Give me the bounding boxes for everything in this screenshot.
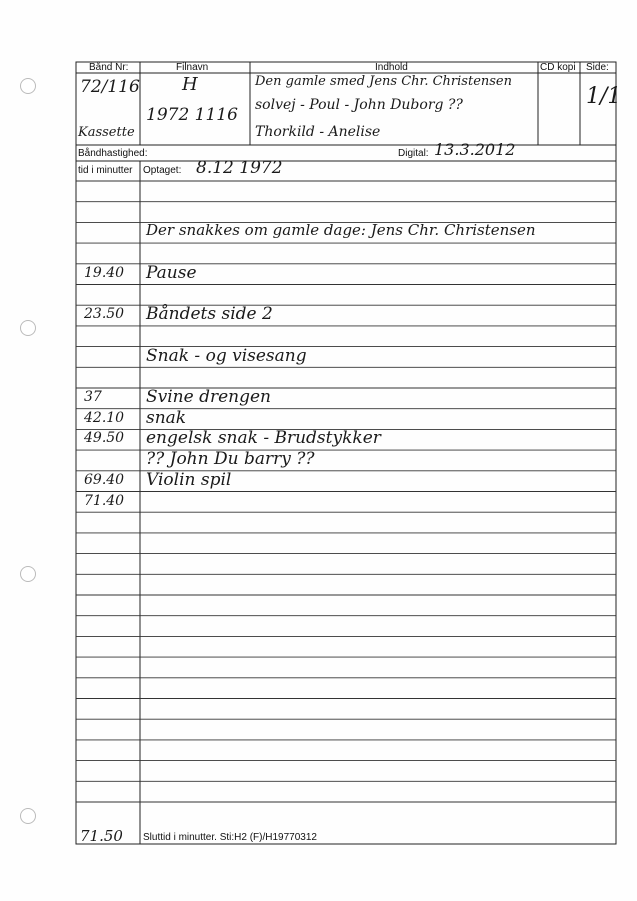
content-line-1: Den gamle smed Jens Chr. Christensen — [255, 74, 512, 89]
content-line-3: Thorkild - Anelise — [255, 124, 381, 140]
filnavn-header: Filnavn — [176, 62, 209, 73]
row-text: Pause — [146, 262, 197, 283]
row-time: 49.50 — [84, 430, 125, 447]
digital-date: 13.3.2012 — [434, 140, 516, 159]
indhold-header: Indhold — [375, 62, 408, 73]
row-time: 23.50 — [84, 306, 125, 323]
end-time: 71.50 — [80, 827, 123, 845]
row-text: Violin spil — [146, 469, 232, 490]
optaget-label: Optaget: — [143, 165, 182, 176]
bandhastighed-label: Båndhastighed: — [78, 148, 148, 159]
row-time: 71.40 — [84, 492, 125, 509]
side-value: 1/1 — [586, 84, 622, 109]
tid-label: tid i minutter — [78, 165, 133, 176]
band-type: Kassette — [78, 125, 135, 140]
content-line-2: solvej - Poul - John Duborg ?? — [255, 97, 463, 113]
row-time: 37 — [84, 389, 102, 405]
file-letter: H — [182, 74, 198, 95]
side-header: Side: — [586, 62, 609, 73]
row-time: 42.10 — [84, 409, 125, 426]
row-text: engelsk snak - Brudstykker — [146, 428, 381, 449]
cd-kopi-header: CD kopi — [540, 62, 576, 73]
row-time: 19.40 — [84, 264, 125, 281]
digital-label: Digital: — [398, 148, 429, 159]
row-text: Snak - og visesang — [146, 345, 307, 366]
band-nr-header: Bånd Nr: — [89, 62, 129, 73]
row-text: Båndets side 2 — [146, 304, 273, 325]
file-number: 1972 1116 — [146, 105, 238, 125]
row-text: Svine drengen — [146, 387, 272, 407]
row-time: 69.40 — [84, 471, 125, 488]
row-text: Der snakkes om gamle dage: Jens Chr. Christensen — [146, 221, 536, 240]
band-number: 72/116 — [80, 77, 140, 97]
row-text: snak — [146, 407, 187, 428]
row-text: ?? John Du barry ?? — [146, 449, 315, 470]
sluttid-label: Sluttid i minutter. Sti:H2 (F)/H19770312 — [143, 832, 317, 843]
optaget-date: 8.12 1972 — [196, 158, 283, 178]
